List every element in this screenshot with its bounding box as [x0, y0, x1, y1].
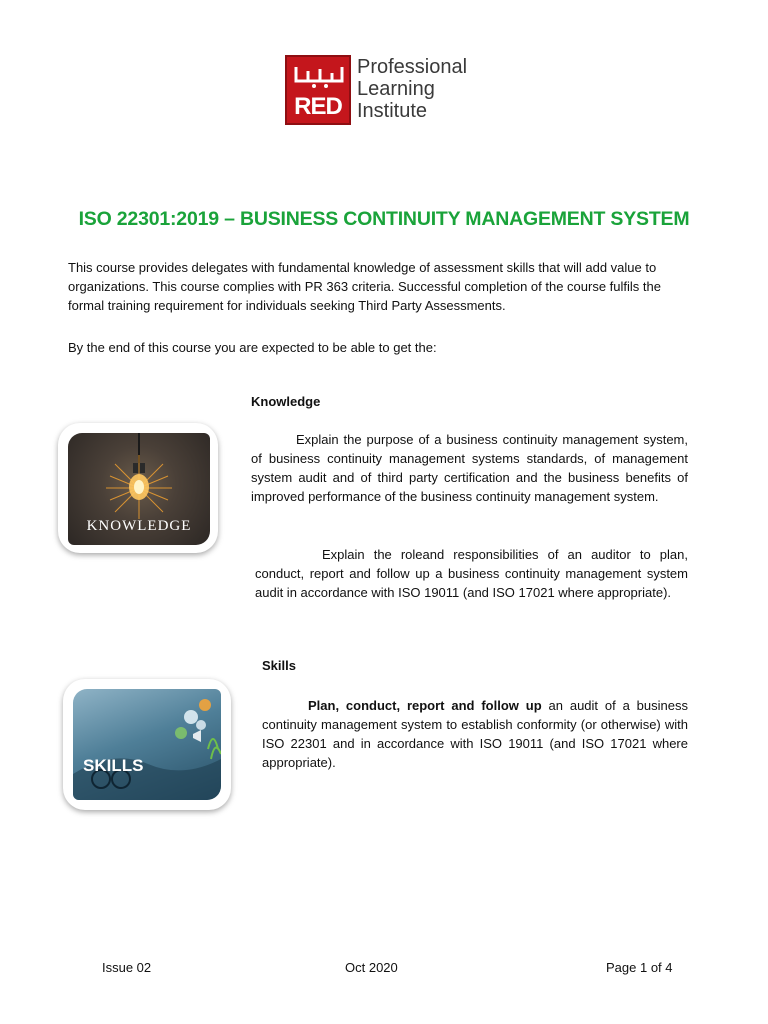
footer-date: Oct 2020	[345, 960, 398, 975]
skills-icons-cluster-icon	[73, 689, 221, 800]
logo-mark	[285, 55, 351, 125]
intro-paragraph: This course provides delegates with fundamental knowledge of assessment skills that will add value to organizations. This course complies with PR 363 criteria. Successful completion of the course fulfils the formal training requirement for individuals seeking Third Party Assessments.	[68, 260, 661, 313]
logo-line-1: Professional	[357, 56, 468, 78]
knowledge-image-label: KNOWLEDGE	[86, 518, 192, 534]
institute-logo	[285, 55, 485, 127]
skills-point-1-bold: Plan, conduct, report and follow up	[308, 698, 542, 713]
knowledge-point-1-text: Explain the purpose of a business continuity management system, of business continuity management systems standards, of management system audit and of third party certification and the business benefits of improved performance of the business continuity management system.	[251, 432, 688, 504]
knowledge-heading: Knowledge	[251, 394, 321, 409]
skills-image-label: SKILLS	[83, 756, 144, 775]
knowledge-image	[68, 433, 210, 545]
knowledge-point-2-text: Explain the roleand responsibilities of an auditor to plan, conduct, report and follow up a business continuity management system audit in accordance with ISO 19011 (and ISO 17021 where appropriate).	[255, 547, 688, 600]
footer-issue: Issue 02	[102, 960, 152, 975]
footer-page-number: Page 1 of 4	[606, 960, 673, 975]
objectives-lead-in: By the end of this course you are expected to be able to get the:	[68, 340, 437, 355]
logo-wordmark	[357, 56, 467, 122]
skills-point-1-text: an audit of a business continuity management system to establish conformity (or otherwise) with ISO 22301 and in accordance with ISO 19011 (and ISO 17021 where appropriate).	[262, 698, 688, 770]
skills-image-card	[63, 679, 231, 810]
skills-image	[73, 689, 221, 800]
knowledge-point-2	[255, 545, 688, 602]
logo-line-3: Institute	[357, 100, 428, 122]
skills-point-1	[262, 696, 688, 772]
knowledge-image-card	[58, 423, 218, 553]
logo-line-2: Learning	[357, 78, 435, 100]
page-title: ISO 22301:2019 – BUSINESS CONTINUITY MANAGEMENT SYSTEM	[78, 208, 690, 230]
skills-heading: Skills	[262, 658, 296, 673]
logo-brand-text: RED	[294, 93, 342, 120]
logo-arabic-glyph-icon	[292, 61, 346, 89]
knowledge-point-1	[251, 430, 688, 506]
